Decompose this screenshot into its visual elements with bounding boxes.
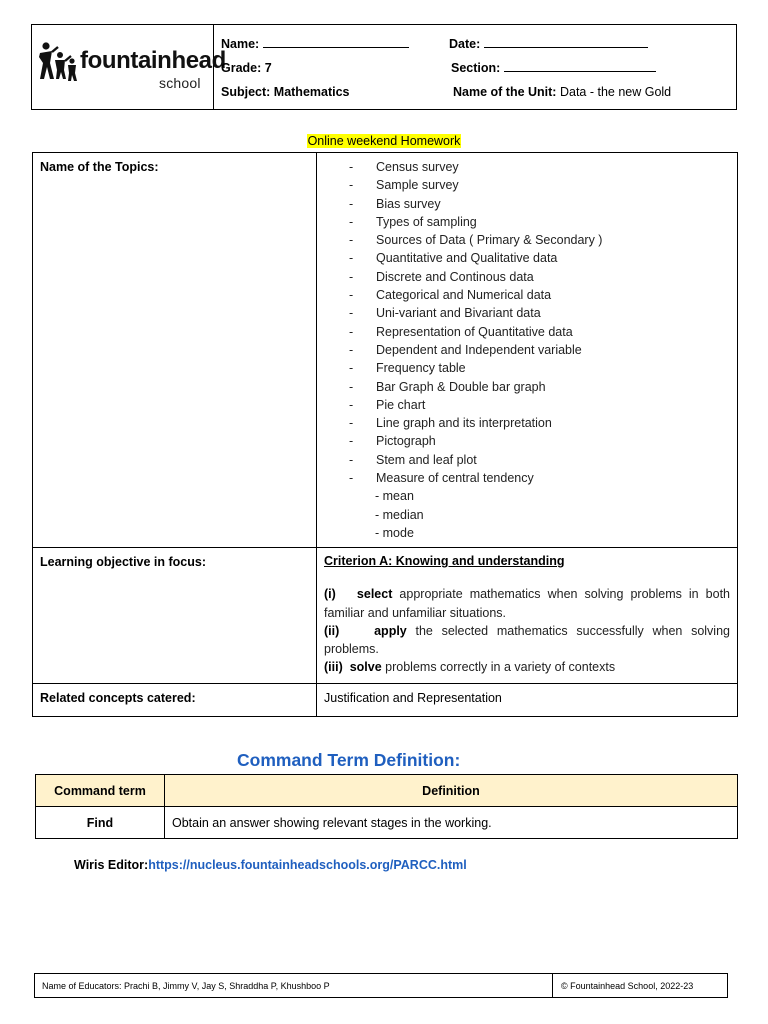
concepts-row: [33, 683, 738, 716]
objective-line: (i) select appropriate mathematics when solving problems in both familiar and unfamiliar situations.: [324, 587, 730, 620]
column-header-definition: Definition: [165, 775, 738, 807]
list-item: - Representation of Quantitative data: [349, 323, 730, 341]
table-header-row: [36, 775, 738, 807]
list-item: - Categorical and Numerical data: [349, 286, 730, 304]
concepts-value: Justification and Representation: [317, 683, 738, 716]
objective-value: [317, 548, 738, 683]
wiris-label: Wiris Editor:: [74, 858, 149, 872]
column-header-term: Command term: [36, 775, 165, 807]
logo-subtext: school: [159, 75, 201, 91]
objective-label: Learning objective in focus:: [33, 548, 317, 683]
list-item: - Sources of Data ( Primary & Secondary ): [349, 231, 730, 249]
school-logo: [32, 25, 226, 109]
logo-wordmark: fountainhead: [80, 47, 226, 74]
definition-cell: Obtain an answer showing relevant stages in the working.: [165, 807, 738, 839]
list-item: - Stem and leaf plot: [349, 451, 730, 469]
list-item: - Frequency table: [349, 359, 730, 377]
list-item: - Line graph and its interpretation: [349, 414, 730, 432]
family-figures-icon: [38, 41, 78, 85]
list-item: - Quantitative and Qualitative data: [349, 249, 730, 267]
list-item: - Uni-variant and Bivariant data: [349, 304, 730, 322]
list-item: - Census survey: [349, 158, 730, 176]
sub-list-item: - mean: [375, 489, 414, 504]
objective-row: [33, 548, 738, 683]
sub-topic-list: [324, 487, 730, 542]
grade-label: Grade: 7: [221, 61, 272, 75]
topics-label: Name of the Topics:: [33, 153, 317, 548]
list-item: - Pie chart: [349, 396, 730, 414]
date-field: Date:: [449, 37, 648, 51]
wiris-editor-line: [74, 858, 467, 872]
list-item: - Pictograph: [349, 432, 730, 450]
list-item: - Sample survey: [349, 176, 730, 194]
list-item: - Bias survey: [349, 195, 730, 213]
unit-label: Name of the Unit: Data - the new Gold: [453, 85, 672, 99]
sub-list-item: - median: [375, 507, 424, 522]
list-item: - Types of sampling: [349, 213, 730, 231]
educators-text: Name of Educators: Prachi B, Jimmy V, Jay S, Shraddha P, Khushboo P: [35, 974, 553, 997]
document-footer: [34, 973, 728, 998]
objective-line: (iii) solve problems correctly in a variety of contexts: [324, 660, 616, 675]
list-item: - Discrete and Continous data: [349, 268, 730, 286]
subject-label: Subject: Mathematics: [221, 85, 350, 99]
name-field: Name:: [221, 37, 409, 51]
list-item: - Dependent and Independent variable: [349, 341, 730, 359]
command-term-table: [35, 774, 738, 839]
copyright-text: © Fountainhead School, 2022-23: [561, 981, 694, 991]
topic-list: [324, 158, 730, 487]
concepts-label: Related concepts catered:: [33, 683, 317, 716]
section-field: Section:: [451, 61, 656, 75]
document-header: [31, 24, 737, 110]
homework-title: Online weekend Homework: [307, 134, 461, 148]
list-item: - Measure of central tendency: [349, 469, 730, 487]
table-row: [36, 807, 738, 839]
topics-table: [32, 152, 738, 717]
list-item: - Bar Graph & Double bar graph: [349, 378, 730, 396]
term-cell: Find: [36, 807, 165, 839]
sub-list-item: - mode: [375, 525, 414, 540]
topics-row: [33, 153, 738, 548]
objective-line: (ii) apply the selected mathematics successfully when solving problems.: [324, 623, 730, 657]
criterion-title: Criterion A: Knowing and understanding: [324, 554, 565, 569]
student-info: [214, 25, 736, 109]
wiris-link[interactable]: https://nucleus.fountainheadschools.org/PARCC.html: [148, 858, 467, 872]
command-term-heading: Command Term Definition:: [237, 750, 461, 770]
topics-value: [317, 153, 738, 548]
